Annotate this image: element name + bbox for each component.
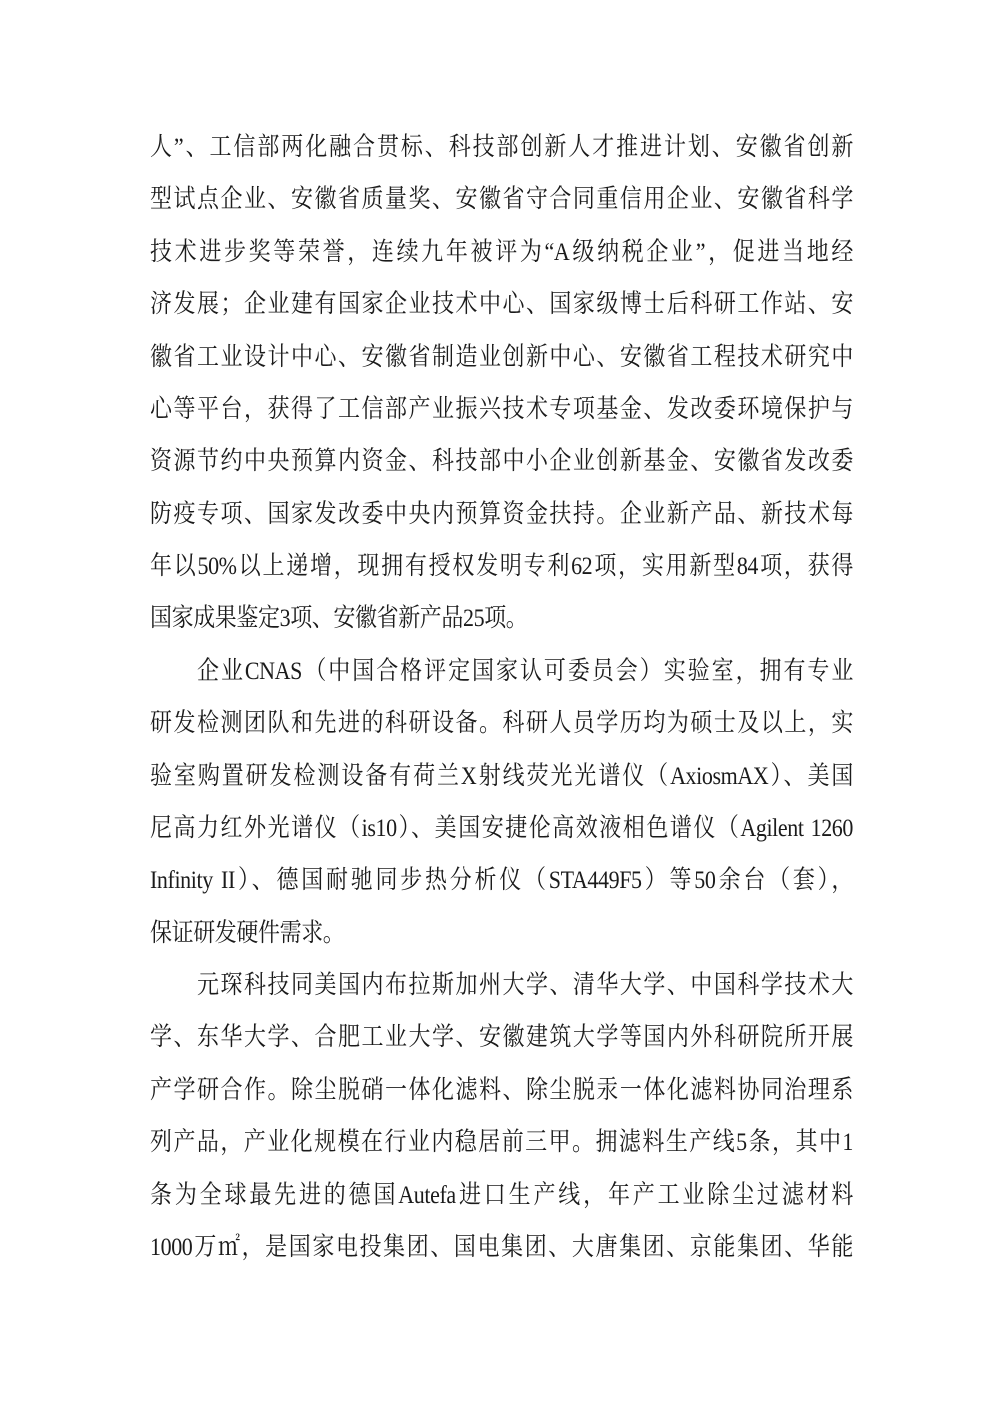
text-line: 产学研合作。除尘脱硝一体化滤料、除尘脱汞一体化滤料协同治理系: [150, 1074, 853, 1104]
text-line: 型试点企业、安徽省质量奖、安徽省守合同重信用企业、安徽省科学: [150, 184, 853, 214]
text-line: 保证研发硬件需求。: [150, 917, 345, 947]
text-line: 济发展；企业建有国家企业技术中心、国家级博士后科研工作站、安: [150, 289, 853, 319]
paragraph: [150, 645, 853, 959]
text-line: 心等平台，获得了工信部产业振兴技术专项基金、发改委环境保护与: [150, 393, 853, 423]
document-text: [150, 121, 853, 1273]
text-line: 资源节约中央预算内资金、科技部中小企业创新基金、安徽省发改委: [150, 446, 853, 476]
text-line: 尼高力红外光谱仪（is10）、美国安捷伦高效液相色谱仪（Agilent 1260: [150, 812, 853, 842]
text-line: 国家成果鉴定3项、安徽省新产品25项。: [150, 603, 528, 633]
text-line: 研发检测团队和先进的科研设备。科研人员学历均为硕士及以上，实: [150, 708, 853, 738]
text-line: 列产品，产业化规模在行业内稳居前三甲。拥滤料生产线5条，其中1: [150, 1127, 853, 1157]
text-line: 人”、工信部两化融合贯标、科技部创新人才推进计划、安徽省创新: [150, 131, 853, 161]
text-line: 企业CNAS（中国合格评定国家认可委员会）实验室，拥有专业: [197, 655, 853, 685]
text-line: 验室购置研发检测设备有荷兰X射线荧光光谱仪（AxiosmAX）、美国: [150, 760, 853, 790]
text-line: 技术进步奖等荣誉，连续九年被评为“A级纳税企业”，促进当地经: [150, 236, 853, 266]
text-line: 学、东华大学、合肥工业大学、安徽建筑大学等国内外科研院所开展: [150, 1022, 853, 1052]
text-line: 徽省工业设计中心、安徽省制造业创新中心、安徽省工程技术研究中: [150, 341, 853, 371]
text-line: 条为全球最先进的德国Autefa进口生产线，年产工业除尘过滤材料: [150, 1179, 853, 1209]
text-line: 元琛科技同美国内布拉斯加州大学、清华大学、中国科学技术大: [197, 969, 853, 999]
text-line: 年以50%以上递增，现拥有授权发明专利62项，实用新型84项，获得: [150, 550, 853, 580]
paragraph: [150, 121, 853, 645]
text-line: 1000万㎡，是国家电投集团、国电集团、大唐集团、京能集团、华能: [150, 1231, 853, 1261]
text-line: Infinity II）、德国耐驰同步热分析仪（STA449F5）等50余台（套），: [150, 865, 853, 895]
text-line: 防疫专项、国家发改委中央内预算资金扶持。企业新产品、新技术每: [150, 498, 853, 528]
paragraph: [150, 959, 853, 1273]
